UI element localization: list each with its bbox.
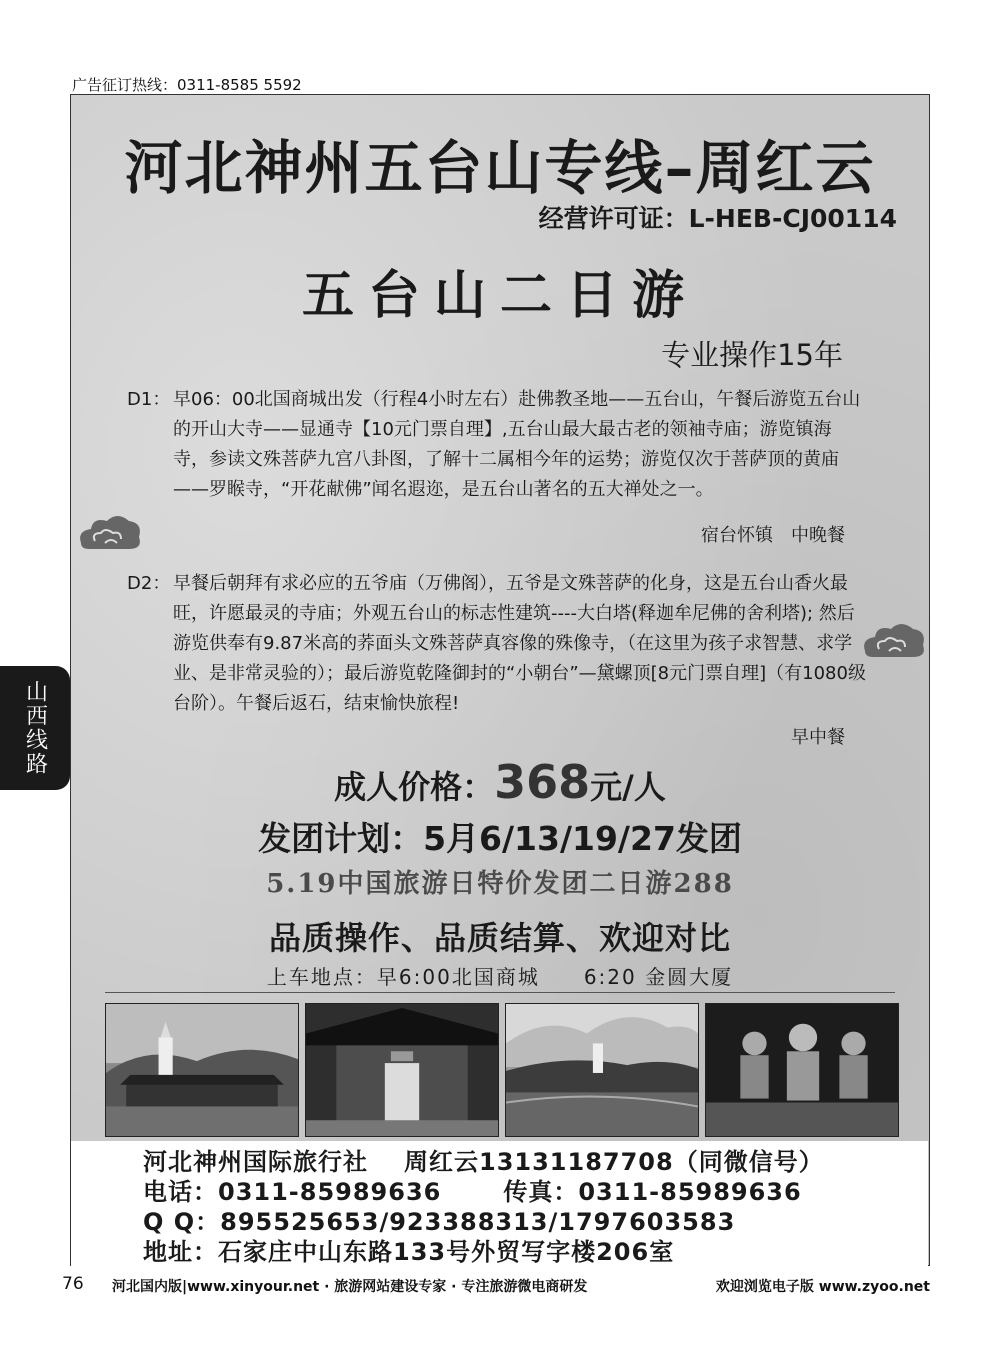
price-unit: 元/人 (590, 768, 666, 806)
day-2-label: D2： (127, 573, 171, 594)
tour-subtitle: 五台山二日游 (301, 265, 698, 326)
photo-white-stupa (105, 1003, 299, 1137)
day-2-text: 早餐后朝拜有求必应的五爷庙（万佛阁），五爷是文殊菩萨的化身，这是五台山香火最旺，许愿最灵的寺庙；外观五台山的标志性建筑----大白塔(释迦牟尼佛的舍利塔); 然后游览供奉有9.87米高的荞面头文殊菩萨真容像的殊像寺，（在这里为孩子求智慧、求学业、是非常灵验的）；最后游览乾隆御封的“小朝台”—黛螺顶[8元门票自理]（有1080级台阶）。午餐后返石，结束愉快旅程! (173, 573, 866, 714)
license-number: 经营许可证：L-HEB-CJ00114 (538, 204, 897, 233)
adult-price (71, 755, 929, 809)
cloud-ornament-icon (75, 509, 145, 557)
pickup-location: 上车地点：早6:00北国商城 6:20 金圆大厦 (266, 965, 734, 989)
price-amount: 368 (494, 755, 591, 809)
contact-person: 周红云13131187708（同微信号） (404, 1148, 824, 1176)
page-number: 76 (62, 1274, 84, 1294)
ad-hotline: 广告征订热线：0311-8585 5592 (72, 76, 302, 94)
side-tab-label: 山西线路 (22, 680, 48, 776)
contact-agency-row (143, 1147, 928, 1177)
departure-schedule: 发团计划：5月6/13/19/27发团 (258, 819, 742, 858)
contact-box (71, 1141, 928, 1266)
price-label: 成人价格： (334, 768, 495, 806)
itinerary-day-2 (127, 569, 867, 719)
photo-strip (105, 1003, 899, 1137)
contact-phone-row (143, 1177, 928, 1207)
quality-slogan: 品质操作、品质结算、欢迎对比 (268, 919, 731, 957)
footer-publisher: 河北国内版|www.xinyour.net · 旅游网站建设专家 · 专注旅游微电商研发 (112, 1279, 588, 1295)
footer-website: 欢迎浏览电子版 www.zyoo.net (715, 1279, 930, 1295)
day-1-text: 早06：00北国商城出发（行程4小时左右）赴佛教圣地——五台山，午餐后游览五台山的开山大寺——显通寺【10元门票自理】,五台山最大最古老的领袖寺庙；游览镇海寺，参读文殊菩萨九宫八卦图，了解十二属相今年的运势；游览仅次于菩萨顶的黄庙——罗睺寺，“开花献佛”闻名遐迩，是五台山著名的五大禅处之一。 (173, 389, 861, 500)
contact-qq: Q Q：895525653/923388313/1797603583 (143, 1208, 736, 1236)
itinerary-day-1 (127, 385, 867, 505)
photo-temple-gate (305, 1003, 499, 1137)
photo-buddha-statues (705, 1003, 899, 1137)
photo-lake-stupa (505, 1003, 699, 1137)
ad-frame (70, 94, 930, 1266)
fax-number: 传真：0311-85989636 (503, 1178, 802, 1206)
phone-number: 电话：0311-85989636 (143, 1178, 442, 1206)
main-title: 河北神州五台山专线–周红云 (124, 134, 876, 202)
divider (105, 992, 895, 993)
day-1-meal: 宿台怀镇 中晚餐 (701, 525, 845, 546)
side-tab-shanxi-routes (0, 666, 70, 790)
contact-address: 地址：石家庄中山东路133号外贸写字楼206室 (143, 1238, 675, 1266)
experience-years: 专业操作15年 (661, 338, 843, 372)
special-offer: 5.19中国旅游日特价发团二日游288 (266, 869, 734, 899)
agency-name: 河北神州国际旅行社 (143, 1148, 368, 1176)
day-1-label: D1： (127, 389, 171, 410)
cloud-ornament-icon (859, 617, 929, 665)
day-2-meal: 早中餐 (791, 727, 845, 748)
